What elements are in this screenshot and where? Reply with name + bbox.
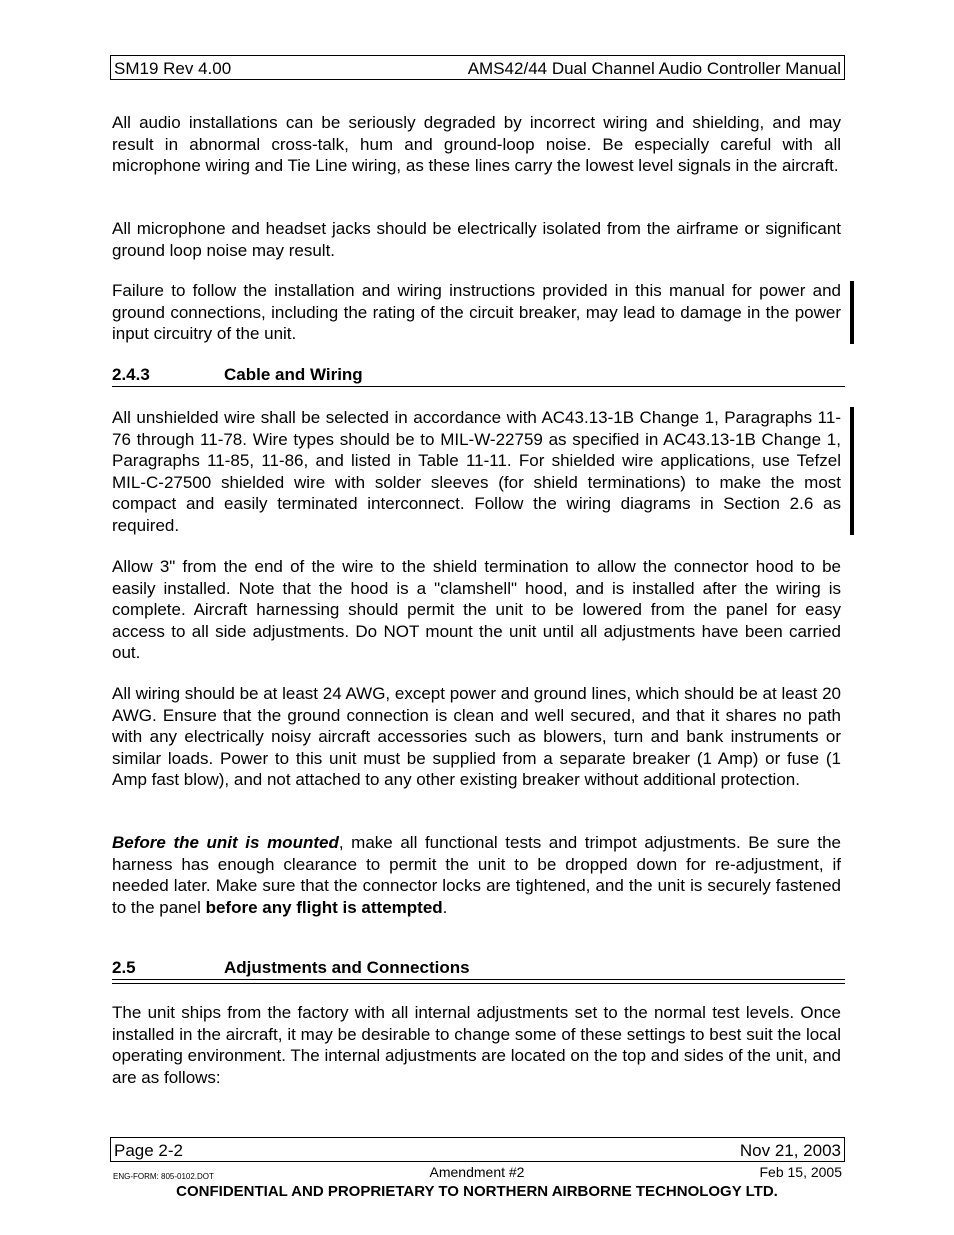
- amendment-date: Feb 15, 2005: [759, 1164, 842, 1180]
- paragraph-failure-warning: Failure to follow the installation and wiring instructions provided in this manual for power and ground connections, including the rating of the circuit breaker, may lead to damage in the power input circuitry of the unit.: [112, 281, 841, 343]
- heading-underline: [112, 386, 845, 387]
- section-number: 2.4.3: [112, 365, 150, 384]
- page-header: [110, 55, 845, 80]
- heading-double-underline: [112, 979, 845, 984]
- page-number: Page 2-2: [114, 1141, 183, 1160]
- paragraph-wire-gauge: All wiring should be at least 24 AWG, except power and ground lines, which should be at least 20 AWG. Ensure that the ground connection is clean and well secured, and that it shares no path with any electrically noisy aircraft accessories such as blowers, turn and bank instruments or similar loads. Power to this unit must be supplied from a separate breaker (1 Amp) or fuse (1 Amp fast blow), and not attached to any other existing breaker without additional protection.: [112, 684, 841, 789]
- paragraph-before-mounting: Before the unit is mounted, make all functional tests and trimpot adjustments. Be sure the harness has enough clearance to permit the unit to be dropped down for re-adjustment, if needed later. Make sure that the connector locks are tightened, and the unit is securely fastened to the panel before any flight is attempted.: [112, 833, 841, 917]
- section-number: 2.5: [112, 958, 136, 977]
- emphasis-before-mounted: Before the unit is mounted: [112, 833, 339, 852]
- paragraph-audio-installations: All audio installations can be seriously degraded by incorrect wiring and shielding, and may result in abnormal cross-talk, hum and ground-loop noise. Be especially careful with all microphone wiring and Tie Line wiring, as these lines carry the lowest level signals in the aircraft.: [112, 113, 841, 175]
- paragraph-shield-termination: Allow 3" from the end of the wire to the shield termination to allow the connector hood to be easily installed. Note that the hood is a "clamshell" hood, and is installed after the wiring is complete. Aircraft harnessing should permit the unit to be lowered from the panel for easy access to all side adjustments. Do NOT mount the unit until all adjustments have been carried out.: [112, 557, 841, 662]
- amendment-label: Amendment #2: [429, 1164, 525, 1180]
- paragraph-jack-isolation: All microphone and headset jacks should be electrically isolated from the airframe or significant ground loop noise may result.: [112, 219, 841, 260]
- change-bar: [850, 281, 854, 344]
- section-title: Cable and Wiring: [224, 365, 363, 384]
- change-bar: [850, 407, 854, 535]
- form-number: ENG-FORM: 805-0102.DOT: [113, 1172, 214, 1181]
- revision-date: Nov 21, 2003: [739, 1141, 841, 1160]
- manual-title: AMS42/44 Dual Channel Audio Controller Manual: [467, 59, 841, 78]
- page-footer: [110, 1137, 845, 1162]
- confidentiality-notice: CONFIDENTIAL AND PROPRIETARY TO NORTHERN AIRBORNE TECHNOLOGY LTD.: [176, 1183, 778, 1200]
- emphasis-before-flight: before any flight is attempted: [205, 897, 443, 917]
- paragraph-internal-adjustments: The unit ships from the factory with all internal adjustments set to the normal test levels. Once installed in the aircraft, it may be desirable to change some of these settings to best suit the local operating environment. The internal adjustments are located on the top and sides of the unit, and are as follows:: [112, 1003, 841, 1087]
- paragraph-wire-selection: All unshielded wire shall be selected in accordance with AC43.13-1B Change 1, Paragraphs 11-76 through 11-78. Wire types should be to MIL-W-22759 as specified in AC43.13-1B Change 1, Paragraphs 11-85, 11-86, and listed in Table 11-11. For shielded wire applications, use Tefzel MIL-C-27500 shielded wire with solder sleeves (for shield terminations) to make the most compact and easily terminated interconnect. Follow the wiring diagrams in Section 2.6 as required.: [112, 408, 841, 535]
- doc-revision: SM19 Rev 4.00: [114, 59, 232, 78]
- section-title: Adjustments and Connections: [224, 958, 470, 977]
